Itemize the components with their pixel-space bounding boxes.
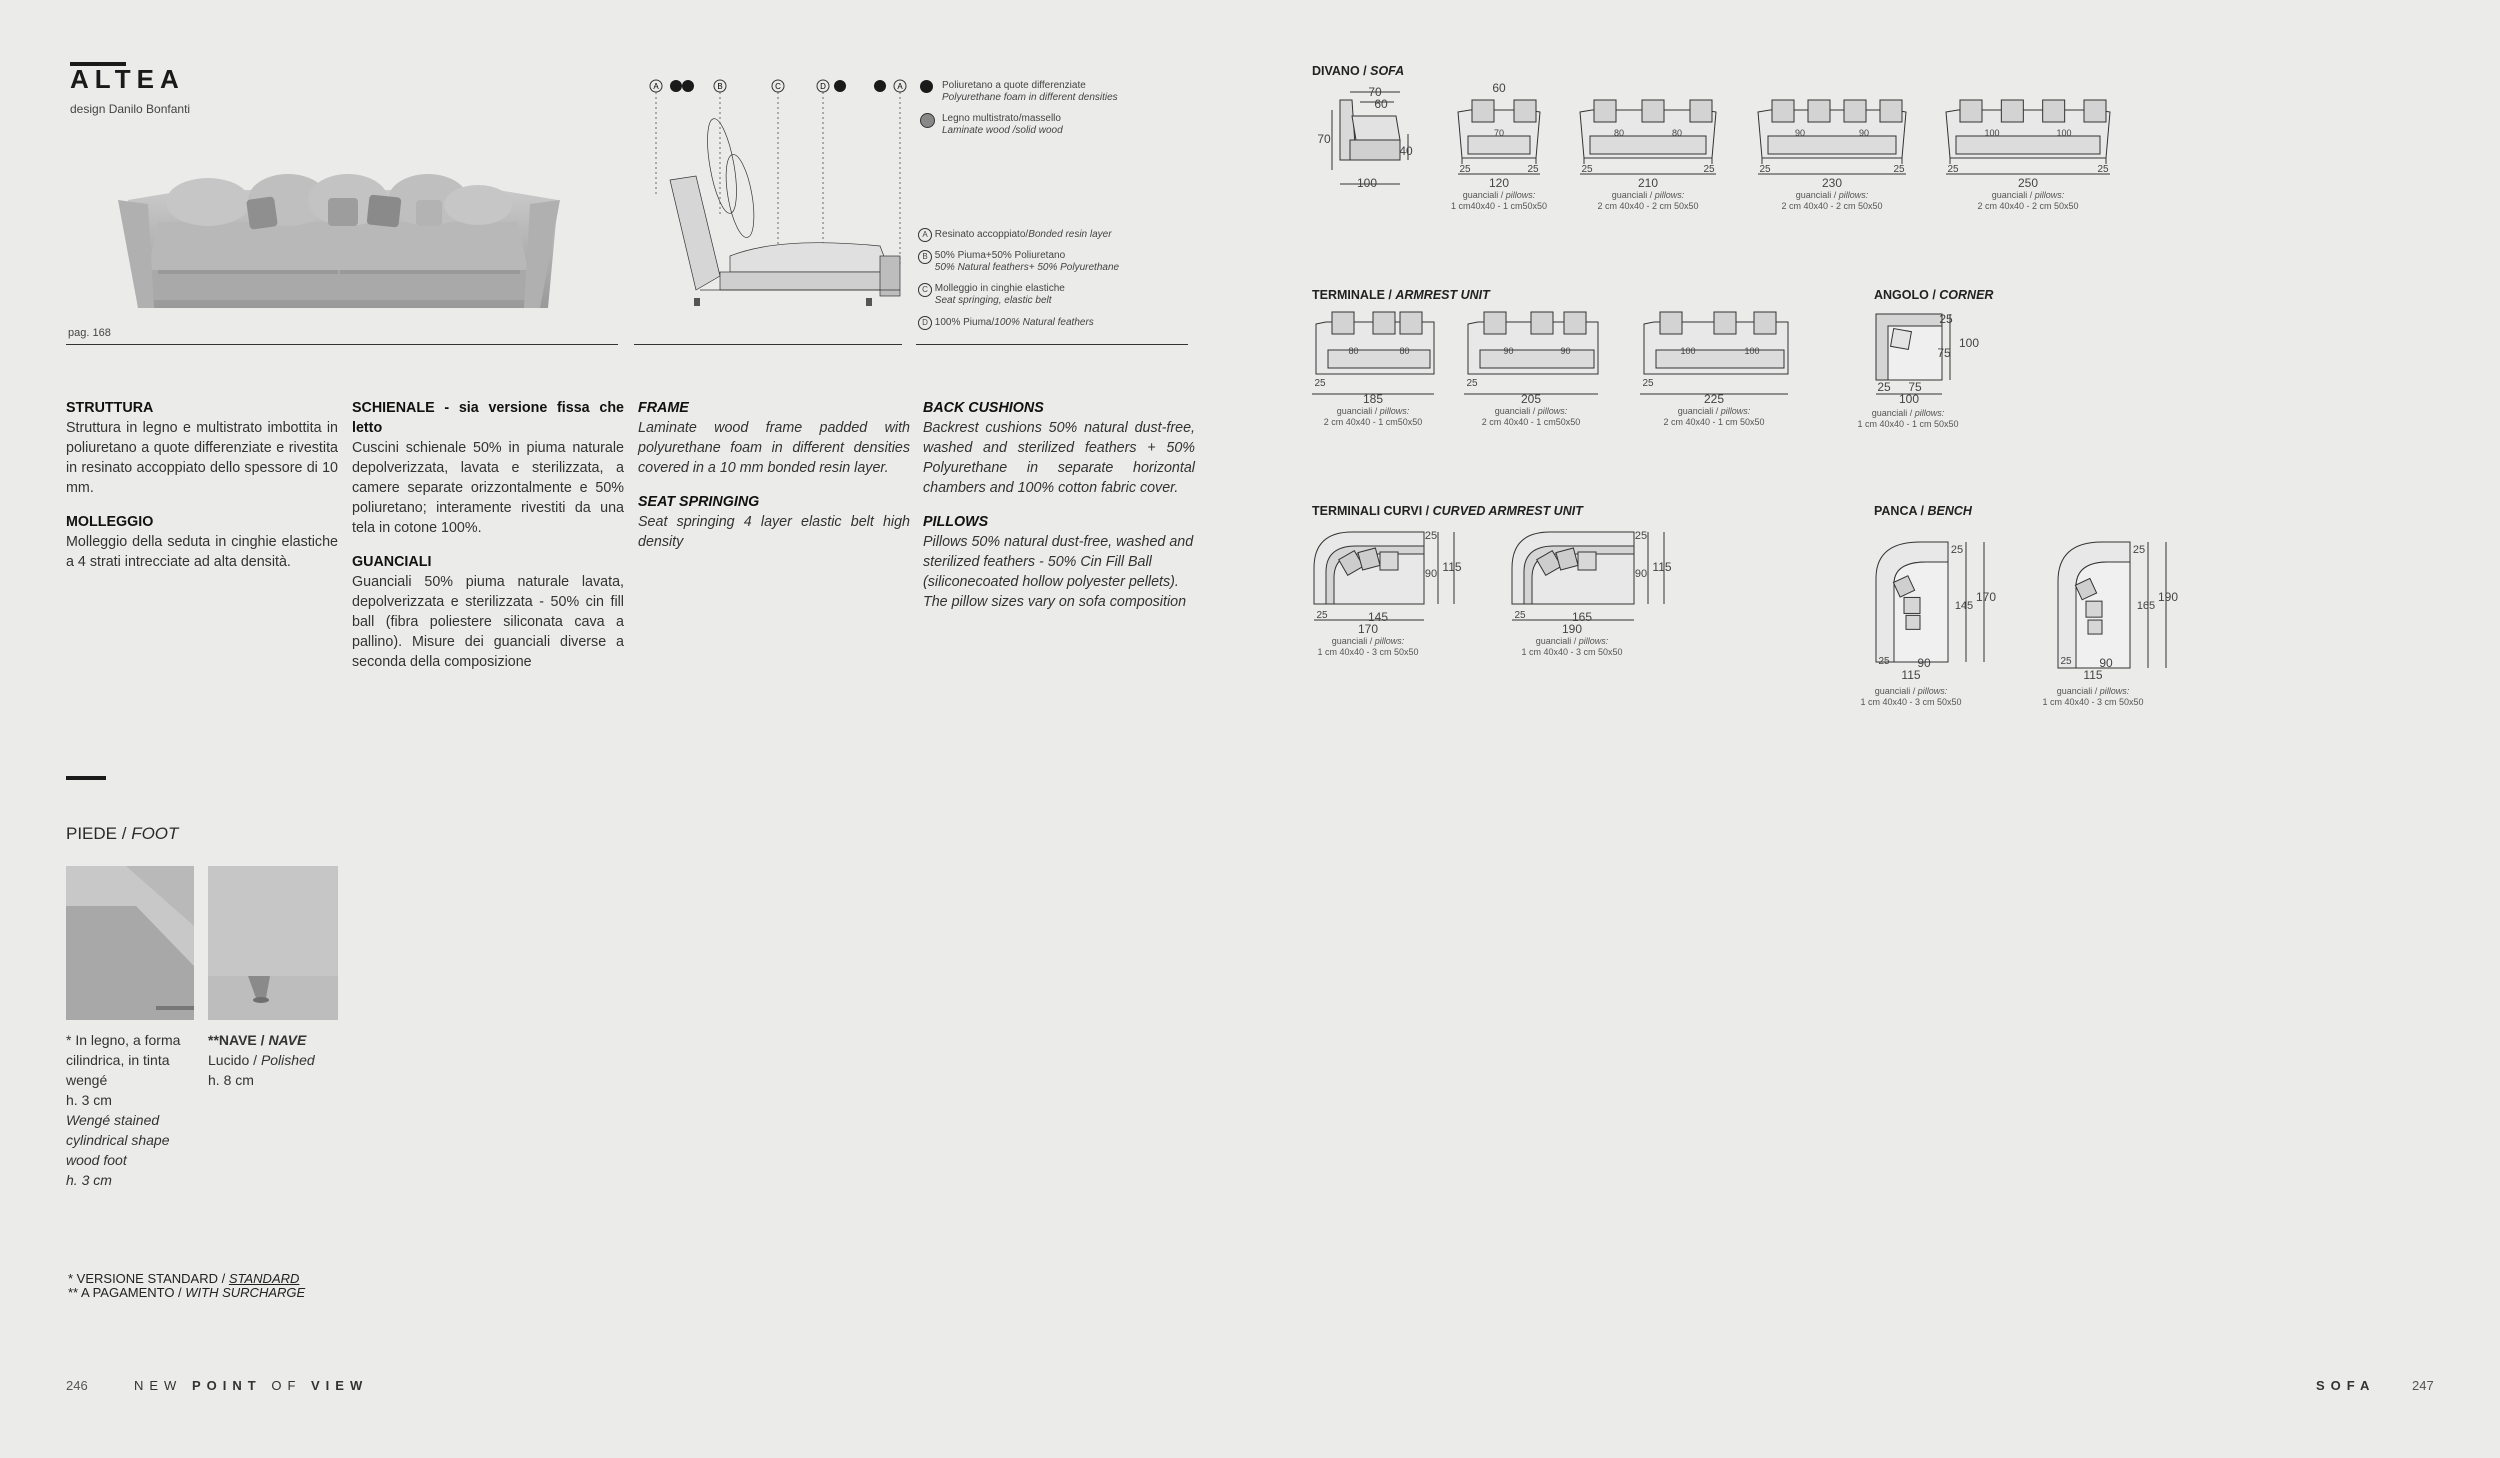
spec-column-structure: STRUTTURA Struttura in legno e multistrato imbottita in poliuretano a quote differenziate e rivestita in resinato accoppiato dello spessore di 10 mm. MOLLEGGIO Molleggio della seduta in cinghie elastiche a 4 strati intrecciate ad alta densità. <box>66 400 338 570</box>
dim-label: 225 <box>1703 392 1725 406</box>
dim-label: 60 <box>1492 81 1506 95</box>
svg-text:A: A <box>897 82 903 91</box>
dim-label: 80 <box>1671 128 1682 138</box>
spec-column-cushions-en: BACK CUSHIONS Backrest cushions 50% natural dust-free, washed and sterilized feathers + 50% Polyurethane in separate horizontal chambers and 100% cotton fabric cover. PILLOWS Pillows 50% natural dust-free, washed and sterilized feathers - 50% Cin Fill Ball (siliconecoated hollow polyester pellets). The pillow sizes vary on sofa composition <box>923 400 1195 610</box>
section-label: SOFA <box>2316 1378 2376 1393</box>
divano-title: DIVANO / SOFA <box>1312 64 1405 78</box>
dim-label: 80 <box>1399 346 1410 356</box>
foot-section-title: PIEDE / FOOT <box>66 824 179 843</box>
svg-text:C: C <box>775 82 781 91</box>
dim-label: 190 <box>2157 590 2179 604</box>
dim-label: 90 <box>1560 346 1571 356</box>
dim-label: 25 <box>2060 656 2072 667</box>
dim-label: 120 <box>1488 176 1510 190</box>
pillow-spec: guanciali / pillows: 1 cm 40x40 - 3 cm 50x50 <box>2042 686 2144 707</box>
pillow-spec: guanciali / pillows: 2 cm 40x40 - 2 cm 50x50 <box>1781 190 1883 211</box>
pillow-spec: guanciali / pillows: 1 cm 40x40 - 3 cm 50x50 <box>1860 686 1962 707</box>
spec-column-frame-en: FRAME Laminate wood frame padded with polyurethane foam in different densities covered in a 10 mm bonded resin layer. SEAT SPRINGING Seat springing 4 layer elastic belt high density <box>638 400 910 550</box>
dim-label: 145 <box>1954 600 1974 612</box>
angolo-title: ANGOLO / CORNER <box>1874 288 1994 302</box>
dim-label: 40 <box>1399 144 1413 158</box>
dim-label: 90 <box>1794 128 1805 138</box>
dim-label: 100 <box>1356 176 1378 190</box>
dim-label: 100 <box>1744 346 1760 356</box>
svg-text:D: D <box>820 82 826 91</box>
dim-label: 90 <box>1503 346 1514 356</box>
dim-label: 25 <box>1703 164 1715 175</box>
dim-label: 25 <box>1527 164 1539 175</box>
dim-label: 25 <box>2097 164 2109 175</box>
dim-label: 70 <box>1368 85 1382 99</box>
dim-label: 115 <box>1901 668 1921 682</box>
dim-label: 60 <box>1374 97 1388 111</box>
divider <box>634 344 902 345</box>
dim-label: 25 <box>1642 378 1654 389</box>
dim-label: 145 <box>1367 610 1389 624</box>
dim-label: 25 <box>1466 378 1478 389</box>
curvi-title: TERMINALI CURVI / CURVED ARMREST UNIT <box>1312 504 1583 518</box>
material-swatch-foam <box>920 80 933 93</box>
sofa-product-image <box>118 160 560 310</box>
dim-label: 90 <box>1634 568 1648 580</box>
dim-label: 90 <box>1424 568 1438 580</box>
dim-label: 25 <box>1950 544 1964 556</box>
divider <box>66 344 618 345</box>
layer-legend-c: C Molleggio in cinghie elastiche Seat springing, elastic belt <box>918 283 1065 307</box>
dim-label: 100 <box>1680 346 1696 356</box>
page-reference: pag. 168 <box>68 327 111 339</box>
dim-label: 250 <box>2017 176 2039 190</box>
terminale-title: TERMINALE / ARMREST UNIT <box>1312 288 1490 302</box>
layer-legend-a: A Resinato accoppiato/Bonded resin layer <box>918 228 1112 242</box>
dim-label: 90 <box>1858 128 1869 138</box>
dim-label: 100 <box>1898 392 1920 406</box>
dim-label: 165 <box>2136 600 2156 612</box>
wood-foot-image <box>66 866 194 1020</box>
pillow-spec: guanciali / pillows: 1 cm 40x40 - 3 cm 50x50 <box>1317 636 1419 657</box>
dim-label: 25 <box>1424 530 1438 542</box>
dim-label: 210 <box>1637 176 1659 190</box>
dim-label: 90 <box>1917 656 1931 670</box>
pillow-spec: guanciali / pillows: 2 cm 40x40 - 1 cm 50x50 <box>1663 406 1765 427</box>
dim-label: 25 <box>2132 544 2146 556</box>
dim-label: 25 <box>1581 164 1593 175</box>
dim-label: 25 <box>1316 610 1328 621</box>
dim-label: 25 <box>1939 312 1953 326</box>
designer-credit: design Danilo Bonfanti <box>70 102 191 116</box>
material-swatch-wood <box>920 113 935 128</box>
dim-label: 190 <box>1561 622 1583 636</box>
dim-label: 25 <box>1314 378 1326 389</box>
pillow-spec: guanciali / pillows: 2 cm 40x40 - 1 cm50x50 <box>1323 406 1423 427</box>
dim-label: 170 <box>1975 590 1997 604</box>
layer-legend-d: D 100% Piuma/100% Natural feathers <box>918 316 1094 330</box>
page-number-left: 246 <box>66 1378 88 1393</box>
page-number-right: 247 <box>2412 1378 2434 1393</box>
dim-label: 230 <box>1821 176 1843 190</box>
pillow-spec: guanciali / pillows: 2 cm 40x40 - 2 cm 50x50 <box>1597 190 1699 211</box>
layer-legend-b: B 50% Piuma+50% Poliuretano 50% Natural feathers+ 50% Polyurethane <box>918 250 1119 274</box>
dim-label: 75 <box>1908 380 1922 394</box>
brand-logo: ALTEA <box>70 64 185 94</box>
dim-label: 115 <box>2083 668 2103 682</box>
pillow-spec: guanciali / pillows: 1 cm 40x40 - 3 cm 50x50 <box>1521 636 1623 657</box>
legend-notes: * VERSIONE STANDARD / STANDARD ** A PAGAMENTO / WITH SURCHARGE <box>68 1271 306 1300</box>
dim-label: 25 <box>1459 164 1471 175</box>
dim-label: 80 <box>1613 128 1624 138</box>
dim-label: 25 <box>1759 164 1771 175</box>
nave-foot-caption: **NAVE / NAVE Lucido / Polished h. 8 cm <box>208 1032 315 1088</box>
pillow-spec: guanciali / pillows: 2 cm 40x40 - 1 cm50x50 <box>1481 406 1581 427</box>
section-accent-bar <box>66 776 106 780</box>
dim-label: 25 <box>1947 164 1959 175</box>
dim-label: 100 <box>1984 128 2000 138</box>
dim-label: 25 <box>1877 380 1891 394</box>
dim-label: 205 <box>1520 392 1542 406</box>
dim-label: 70 <box>1317 132 1331 146</box>
dim-label: 115 <box>1652 560 1672 574</box>
dim-label: 115 <box>1442 560 1462 574</box>
dim-label: 165 <box>1571 610 1593 624</box>
svg-text:A: A <box>653 82 659 91</box>
spec-column-backrest: SCHIENALE - sia versione fissa che letto Cuscini schienale 50% in piuma naturale depolverizzata, lavata e sterilizzata, a camere separate orizzontalmente e 50% poliuretano; interamente rivestiti da una tela in cotone 100%. GUANCIALI Guanciali 50% piuma naturale lavata, depolverizzata e sterilizzata - 50% cin fill ball (fibra poliestere siliconata cava a pallino). Misure dei guanciali diverse a seconda della composizione <box>352 400 624 670</box>
dim-label: 100 <box>2056 128 2072 138</box>
panca-title: PANCA / BENCH <box>1874 504 1972 518</box>
dim-label: 170 <box>1357 622 1379 636</box>
pillow-spec: guanciali / pillows: 2 cm 40x40 - 2 cm 50x50 <box>1977 190 2079 211</box>
nave-foot-image <box>208 866 338 1020</box>
dim-label: 70 <box>1493 128 1504 138</box>
sofa-cross-section-diagram <box>640 76 903 332</box>
dim-label: 25 <box>1893 164 1905 175</box>
dim-label: 25 <box>1514 610 1526 621</box>
dim-label: 100 <box>1958 336 1980 350</box>
divider <box>916 344 1188 345</box>
dim-label: 185 <box>1362 392 1384 406</box>
dim-label: 25 <box>1634 530 1648 542</box>
pillow-spec: guanciali / pillows: 1 cm40x40 - 1 cm50x50 <box>1450 190 1548 211</box>
dim-label: 80 <box>1348 346 1359 356</box>
wood-foot-caption: * In legno, a forma cilindrica, in tinta wengé h. 3 cm Wengé stained cylindrical shape wood foot h. 3 cm <box>66 1032 181 1188</box>
material-legend-foam: Poliuretano a quote differenziate Polyurethane foam in different densities <box>942 80 1118 103</box>
dim-label: 75 <box>1937 346 1951 360</box>
svg-text:B: B <box>717 82 723 91</box>
dim-label: 25 <box>1878 656 1890 667</box>
material-legend-wood: Legno multistrato/massello Laminate wood /solid wood <box>942 113 1063 136</box>
pillow-spec: guanciali / pillows: 1 cm 40x40 - 1 cm 50x50 <box>1857 408 1959 429</box>
brand-tagline: NEW POINT OF VIEW <box>134 1378 369 1393</box>
dim-label: 90 <box>2099 656 2113 670</box>
